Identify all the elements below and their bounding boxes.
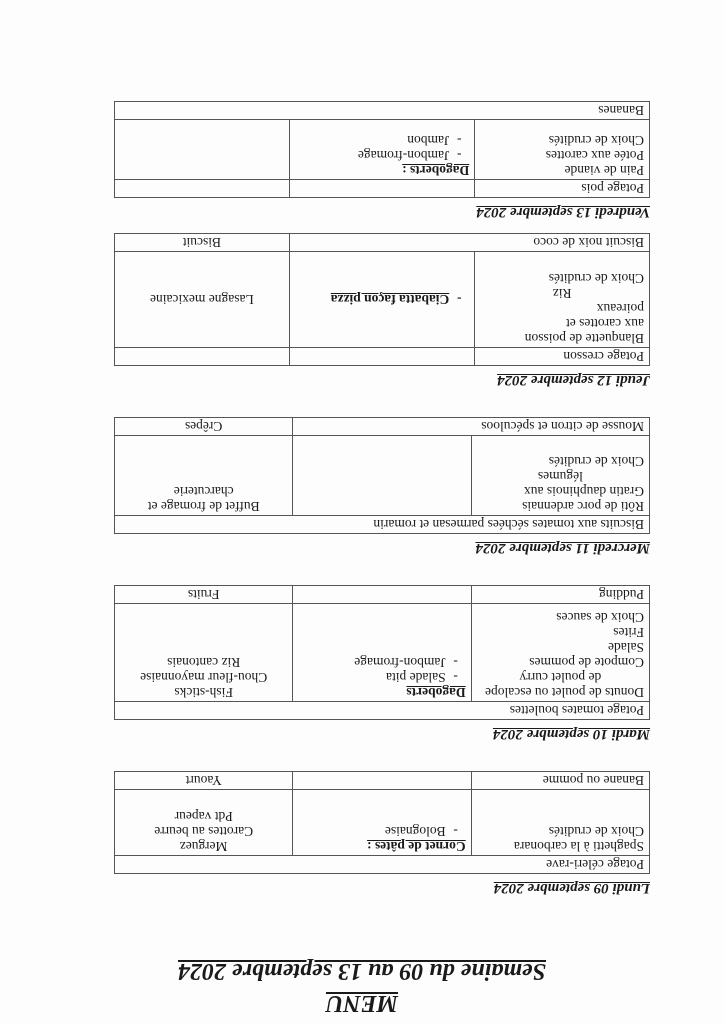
dessert-c-cell: Fruits <box>115 586 293 604</box>
dessert-a-cell: Mousse de citron et spéculoos <box>293 418 650 436</box>
dish-line: Riz <box>552 286 572 301</box>
dessert-a-cell: Pudding <box>471 586 649 604</box>
dessert-c-cell: Yaourt <box>115 772 293 790</box>
dessert-b-cell <box>293 586 471 604</box>
option-item: - Jambon-fromage <box>298 655 465 670</box>
soup-cell-empty <box>115 180 290 198</box>
dish-line: Rôti de porc ardennais <box>522 499 644 514</box>
soup-cell: Potage céleri-rave <box>115 856 650 874</box>
dish-line: Donuts de poulet ou escalope <box>485 685 644 700</box>
day-heading-thursday: Jeudi 12 septembre 2024 <box>497 372 650 388</box>
menu-table-friday <box>114 101 650 198</box>
menu-title: MENU <box>326 990 399 1016</box>
menu-table-monday <box>114 771 650 874</box>
main-c-cell <box>115 120 290 180</box>
day-heading-wednesday: Mercredi 11 septembre 2024 <box>475 540 650 556</box>
menu-table-tuesday <box>114 585 650 720</box>
dish-line: Frites <box>613 625 644 640</box>
main-b-cell <box>293 604 471 702</box>
main-c-cell <box>115 252 290 348</box>
main-b-cell <box>293 790 471 856</box>
option-title: Cornet de pâtes : <box>367 839 466 854</box>
main-a-cell <box>475 120 650 180</box>
day-heading-tuesday: Mardi 10 septembre 2024 <box>492 726 650 742</box>
dish-line: Chou-fleur mayonnaise <box>140 670 268 685</box>
main-b-cell <box>293 436 471 516</box>
dish-line: Carottes au beurre <box>154 824 254 839</box>
option-item: - Bolognaise <box>298 824 465 839</box>
soup-cell: Biscuits aux tomates séchées parmesan et romarin <box>115 516 650 534</box>
dessert-c-cell: Biscuit <box>115 234 290 252</box>
option-item: - Jambon-fromage <box>295 148 470 163</box>
dish-line: Fish-sticks <box>174 685 233 700</box>
dish-line: Potée aux carottes <box>545 148 644 163</box>
dish-line: aux carottes et <box>566 316 644 331</box>
dessert-b-cell <box>293 772 471 790</box>
dish-line: légumes <box>537 469 583 484</box>
dessert-a-cell: Bananes <box>115 102 650 120</box>
option-item: - Salade pita <box>298 670 465 685</box>
dish-line: Salade <box>608 640 644 655</box>
dish-line: Lasagne mexicaine <box>149 292 254 307</box>
dessert-c-cell: Crêpes <box>115 418 293 436</box>
soup-cell-empty <box>115 348 290 366</box>
soup-cell-empty <box>289 348 475 366</box>
option-title: Dagoberts : <box>402 163 470 178</box>
main-a-cell <box>471 604 649 702</box>
main-a-cell <box>475 252 650 348</box>
main-c-cell <box>115 604 293 702</box>
menu-table-wednesday <box>114 417 650 534</box>
main-a-cell <box>471 436 649 516</box>
dish-line: Compote de pommes <box>529 655 644 670</box>
dish-line: Gratin dauphinois aux <box>524 484 644 499</box>
dish-line: Buffet de fromage et <box>147 499 260 514</box>
dish-line: Spaghetti à la carbonara <box>513 839 644 854</box>
option-title: Dagoberts <box>406 685 466 700</box>
main-c-cell <box>115 436 293 516</box>
dessert-a-cell: Biscuit noix de coco <box>289 234 649 252</box>
menu-table-thursday <box>114 233 650 366</box>
main-a-cell <box>471 790 649 856</box>
dish-line: Choix de sauces <box>556 610 644 625</box>
dish-line: Riz cantonais <box>167 655 241 670</box>
soup-cell: Potage pois <box>475 180 650 198</box>
day-heading-monday: Lundi 09 septembre 2024 <box>493 880 650 896</box>
dish-line: Merguez <box>179 839 228 854</box>
main-b-cell <box>289 120 475 180</box>
option-item: - Jambon <box>295 133 470 148</box>
dish-line: Choix de crudités <box>548 454 644 469</box>
dish-line: Pain de viande <box>564 163 644 178</box>
dish-line: poireaux <box>596 301 644 316</box>
week-title: Semaine du 09 au 13 septembre 2024 <box>178 958 547 984</box>
soup-cell-empty <box>289 180 475 198</box>
dish-line: Choix de crudités <box>548 271 644 286</box>
dish-line: de poulet curry <box>519 670 602 685</box>
soup-cell: Potage tomates boulettes <box>115 702 650 720</box>
main-b-cell <box>289 252 475 348</box>
dessert-a-cell: Banane ou pomme <box>471 772 649 790</box>
dish-line: Choix de crudités <box>548 824 644 839</box>
dish-line: Blanquette de poisson <box>524 331 644 346</box>
main-c-cell <box>115 790 293 856</box>
soup-cell: Potage cresson <box>475 348 650 366</box>
day-heading-friday: Vendredi 13 septembre 2024 <box>476 204 650 220</box>
dish-line: charcuterie <box>173 484 234 499</box>
dish-line: Choix de crudités <box>548 133 644 148</box>
option-item: - Ciabatta façon pizza <box>295 292 470 307</box>
dish-line: Pdt vapeur <box>174 809 233 824</box>
